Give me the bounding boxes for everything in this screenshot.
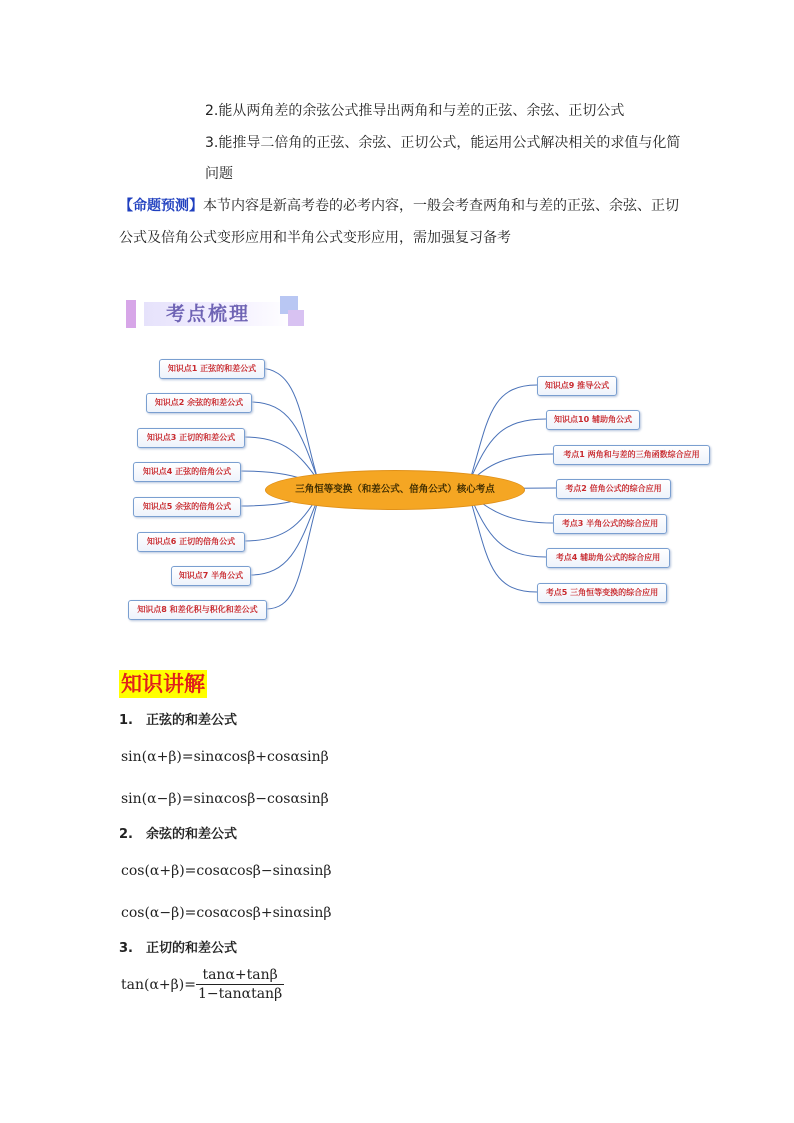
connector-right-2 — [470, 419, 546, 480]
mindmap-node-right-1: 知识点9 推导公式 — [537, 376, 617, 396]
formula-cos-sum: cos(α+β)=cosαcosβ−sinαsinβ — [121, 863, 332, 879]
mindmap-node-left-3: 知识点3 正切的和差公式 — [137, 428, 245, 448]
prediction-text-1: 本节内容是新高考卷的必考内容，一般会考查两角和与差的正弦、余弦、正切 — [203, 198, 679, 214]
formula-tan-sum-fraction — [196, 966, 284, 1003]
mindmap-node-right-3: 考点1 两角和与差的三角函数综合应用 — [553, 445, 710, 465]
formula-sin-sum: sin(α+β)=sinαcosβ+cosαsinβ — [121, 749, 329, 765]
prediction-tag: 【命题预测】 — [119, 198, 203, 214]
mindmap-node-right-2: 知识点10 辅助角公式 — [546, 410, 640, 430]
objective-3-continued: 问题 — [205, 166, 233, 182]
mindmap-center-topic: 三角恒等变换（和差公式、倍角公式）核心考点 — [265, 470, 525, 510]
connector-left-7 — [250, 498, 318, 575]
prediction-line-2: 公式及倍角公式变形应用和半角公式变形应用，需加强复习备考 — [119, 230, 511, 246]
section-title: 知识讲解 — [121, 672, 205, 696]
connector-right-1 — [470, 385, 537, 480]
mindmap-node-left-8: 知识点8 和差化积与积化和差公式 — [128, 600, 267, 620]
mindmap-node-left-7: 知识点7 半角公式 — [171, 566, 251, 586]
mindmap-node-right-7: 考点5 三角恒等变换的综合应用 — [537, 583, 667, 603]
mindmap-node-left-5: 知识点5 余弦的倍角公式 — [133, 497, 241, 517]
objective-3: 3.能推导二倍角的正弦、余弦、正切公式，能运用公式解决相关的求值与化简 — [205, 135, 681, 151]
mindmap-node-right-4: 考点2 倍角公式的综合应用 — [556, 479, 671, 499]
mindmap-node-right-6: 考点4 辅助角公式的综合应用 — [546, 548, 670, 568]
formula-cos-difference: cos(α−β)=cosαcosβ+sinαsinβ — [121, 905, 332, 921]
fraction-numerator: tanα+tanβ — [202, 967, 278, 983]
banner-title: 考点梳理 — [166, 303, 251, 325]
connector-left-1 — [258, 368, 318, 480]
fraction-denominator: 1−tanαtanβ — [198, 986, 283, 1002]
formula-sin-difference: sin(α−β)=sinαcosβ−cosαsinβ — [121, 791, 329, 807]
mindmap-node-right-5: 考点3 半角公式的综合应用 — [553, 514, 667, 534]
heading-cosine-sum-difference: 2. 余弦的和差公式 — [119, 827, 237, 842]
objective-2: 2.能从两角差的余弦公式推导出两角和与差的正弦、余弦、正切公式 — [205, 103, 625, 119]
connector-right-7 — [470, 498, 537, 592]
mindmap-node-left-1: 知识点1 正弦的和差公式 — [159, 359, 265, 379]
formula-tan-sum-lhs: tan(α+β)= — [121, 977, 196, 993]
mindmap-node-left-4: 知识点4 正弦的倍角公式 — [133, 462, 241, 482]
heading-tangent-sum-difference: 3. 正切的和差公式 — [119, 941, 237, 956]
heading-sine-sum-difference: 1. 正弦的和差公式 — [119, 713, 237, 728]
connector-right-6 — [470, 496, 546, 557]
mindmap-node-left-6: 知识点6 正切的倍角公式 — [137, 532, 245, 552]
mindmap-node-left-2: 知识点2 余弦的和差公式 — [146, 393, 252, 413]
